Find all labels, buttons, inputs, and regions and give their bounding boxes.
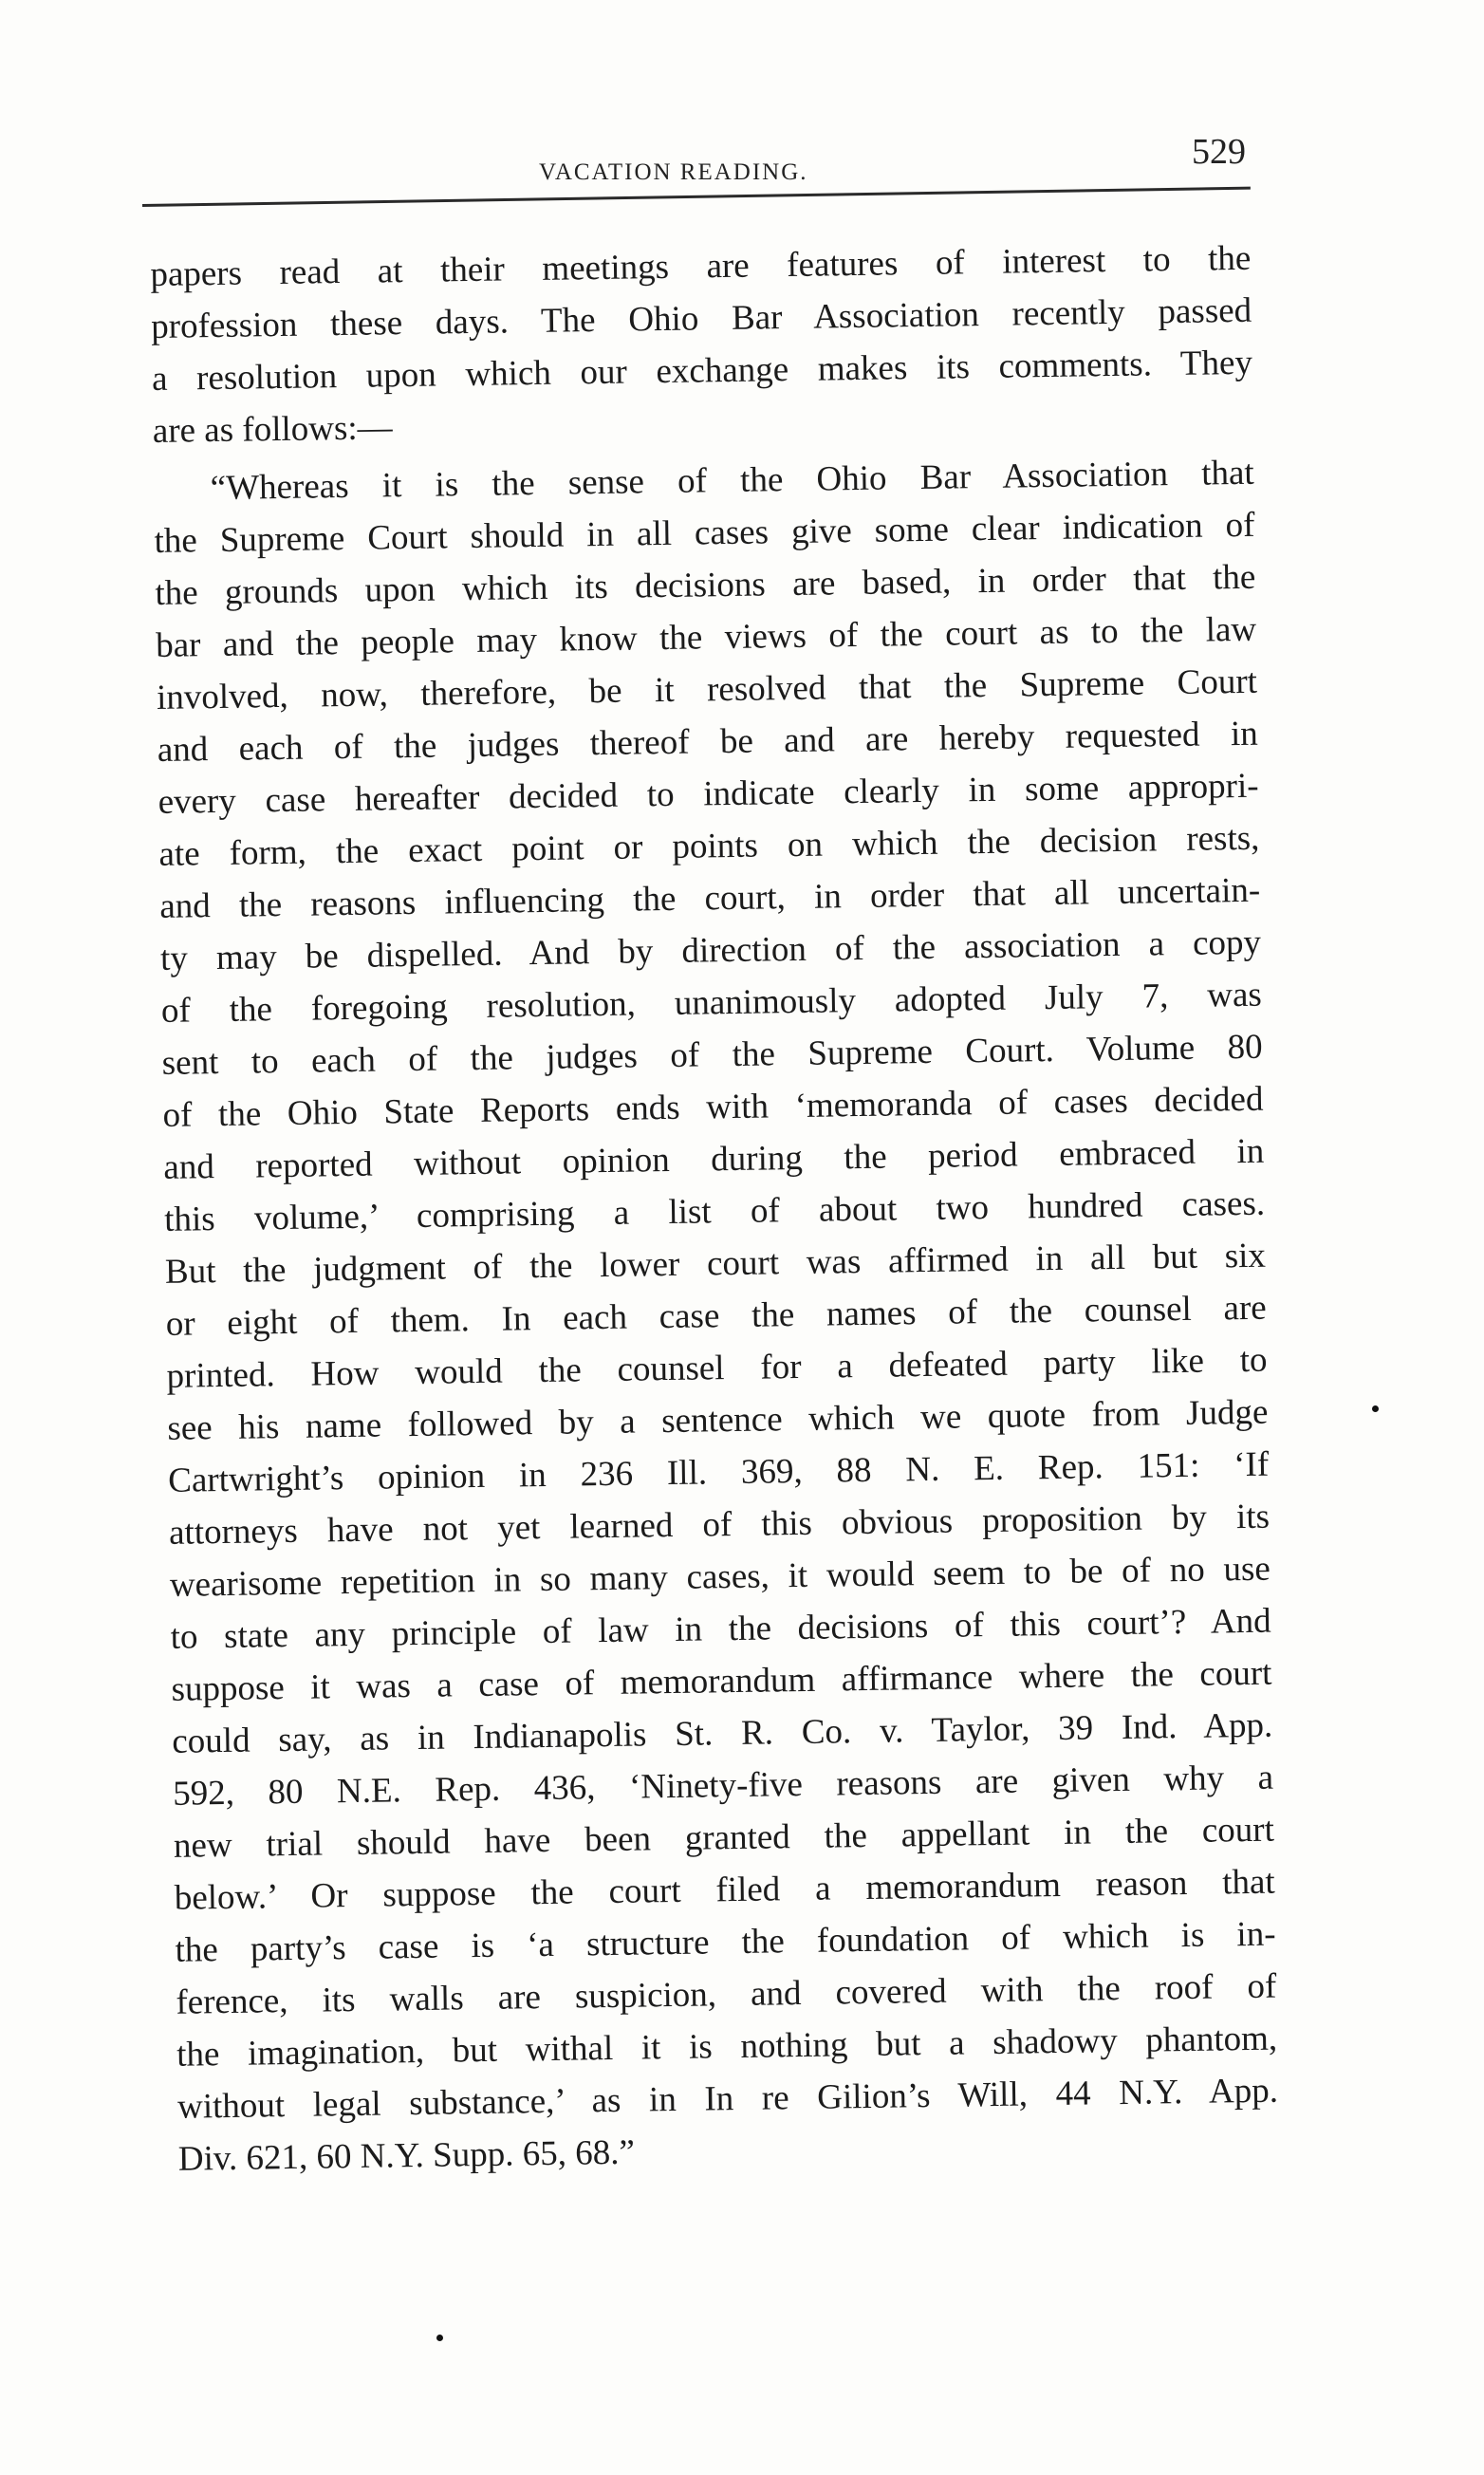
text-line: the party’s case is ‘a structure the foundation of which is in- xyxy=(175,1914,1276,1970)
text-line: wearisome repetition in so many cases, it would seem to be of no use xyxy=(169,1549,1271,1605)
text-line: of the Ohio State Reports ends with ‘memoranda of cases decided xyxy=(162,1079,1264,1135)
text-line: or eight of them. In each case the names of the counsel are xyxy=(165,1288,1267,1344)
text-line: below.’ Or suppose the court filed a memorandum reason that xyxy=(174,1862,1275,1918)
text-line: a resolution upon which our exchange makes its comments. They xyxy=(151,343,1253,399)
page-number: 529 xyxy=(1192,132,1246,172)
text-line: sent to each of the judges of the Supreme Court. Volume 80 xyxy=(161,1027,1263,1083)
text-line: ty may be dispelled. And by direction of the association a copy xyxy=(159,922,1262,978)
text-line: papers read at their meetings are features of interest to the xyxy=(150,238,1252,294)
text-line: profession these days. The Ohio Bar Association recently passed xyxy=(150,290,1252,346)
text-line: “Whereas it is the sense of the Ohio Bar Association that xyxy=(210,453,1254,509)
text-line: without legal substance,’ as in In re Gilion’s Will, 44 N.Y. App. xyxy=(176,2071,1279,2127)
text-line: every case hereafter decided to indicate clearly in some appropri- xyxy=(158,766,1259,822)
text-line: bar and the people may know the views of the court as to the law xyxy=(155,609,1257,665)
text-line: suppose it was a case of memorandum affirmance where the court xyxy=(171,1653,1272,1709)
text-line: could say, as in Indianapolis St. R. Co. v. Taylor, 39 Ind. App. xyxy=(172,1705,1273,1761)
text-line: 592, 80 N.E. Rep. 436, ‘Ninety-five reasons are given why a xyxy=(172,1758,1274,1814)
text-line: printed. How would the counsel for a defeated party like to xyxy=(166,1340,1268,1396)
text-line: ference, its walls are suspicion, and covered with the roof of xyxy=(176,1966,1277,2022)
text-line: and the reasons influencing the court, in order that all uncertain- xyxy=(158,870,1261,926)
text-line: ate form, the exact point or points on which the decision rests, xyxy=(158,818,1260,874)
body-text xyxy=(150,233,1279,2186)
text-line: Div. 621, 60 N.Y. Supp. 65, 68.” xyxy=(177,2132,636,2179)
text-line: and each of the judges thereof be and are hereby requested in xyxy=(157,714,1259,770)
text-line: are as follows:— xyxy=(152,408,393,451)
text-line: the imagination, but withal it is nothing but a shadowy phantom, xyxy=(176,2019,1278,2075)
text-line: of the foregoing resolution, unanimously adopted July 7, was xyxy=(160,975,1263,1031)
running-head: VACATION READING. xyxy=(539,159,808,185)
text-line: and reported without opinion during the period embraced in xyxy=(163,1131,1265,1187)
text-line: see his name followed by a sentence which we quote from Judge xyxy=(167,1392,1269,1448)
text-line: Cartwright’s opinion in 236 Ill. 369, 88 N. E. Rep. 151: ‘If xyxy=(167,1444,1270,1500)
text-line: attorneys have not yet learned of this obvious proposition by its xyxy=(168,1497,1271,1553)
text-line: to state any principle of law in the decisions of this court’? And xyxy=(170,1601,1271,1657)
text-line: the grounds upon which its decisions are based, in order that the xyxy=(155,557,1256,613)
paragraph-2-quotation xyxy=(153,447,1279,2186)
ink-speck xyxy=(436,2335,443,2341)
text-line: new trial should have been granted the appellant in the court xyxy=(173,1810,1275,1866)
text-line: But the judgment of the lower court was affirmed in all but six xyxy=(164,1236,1267,1292)
text-line: involved, now, therefore, be it resolved that the Supreme Court xyxy=(156,661,1258,717)
ink-speck xyxy=(1372,1405,1379,1412)
paragraph-1 xyxy=(150,233,1253,457)
header-rule xyxy=(142,187,1251,207)
text-line: the Supreme Court should in all cases give some clear indication of xyxy=(154,505,1255,561)
text-line: this volume,’ comprising a list of about two hundred cases. xyxy=(163,1183,1266,1239)
